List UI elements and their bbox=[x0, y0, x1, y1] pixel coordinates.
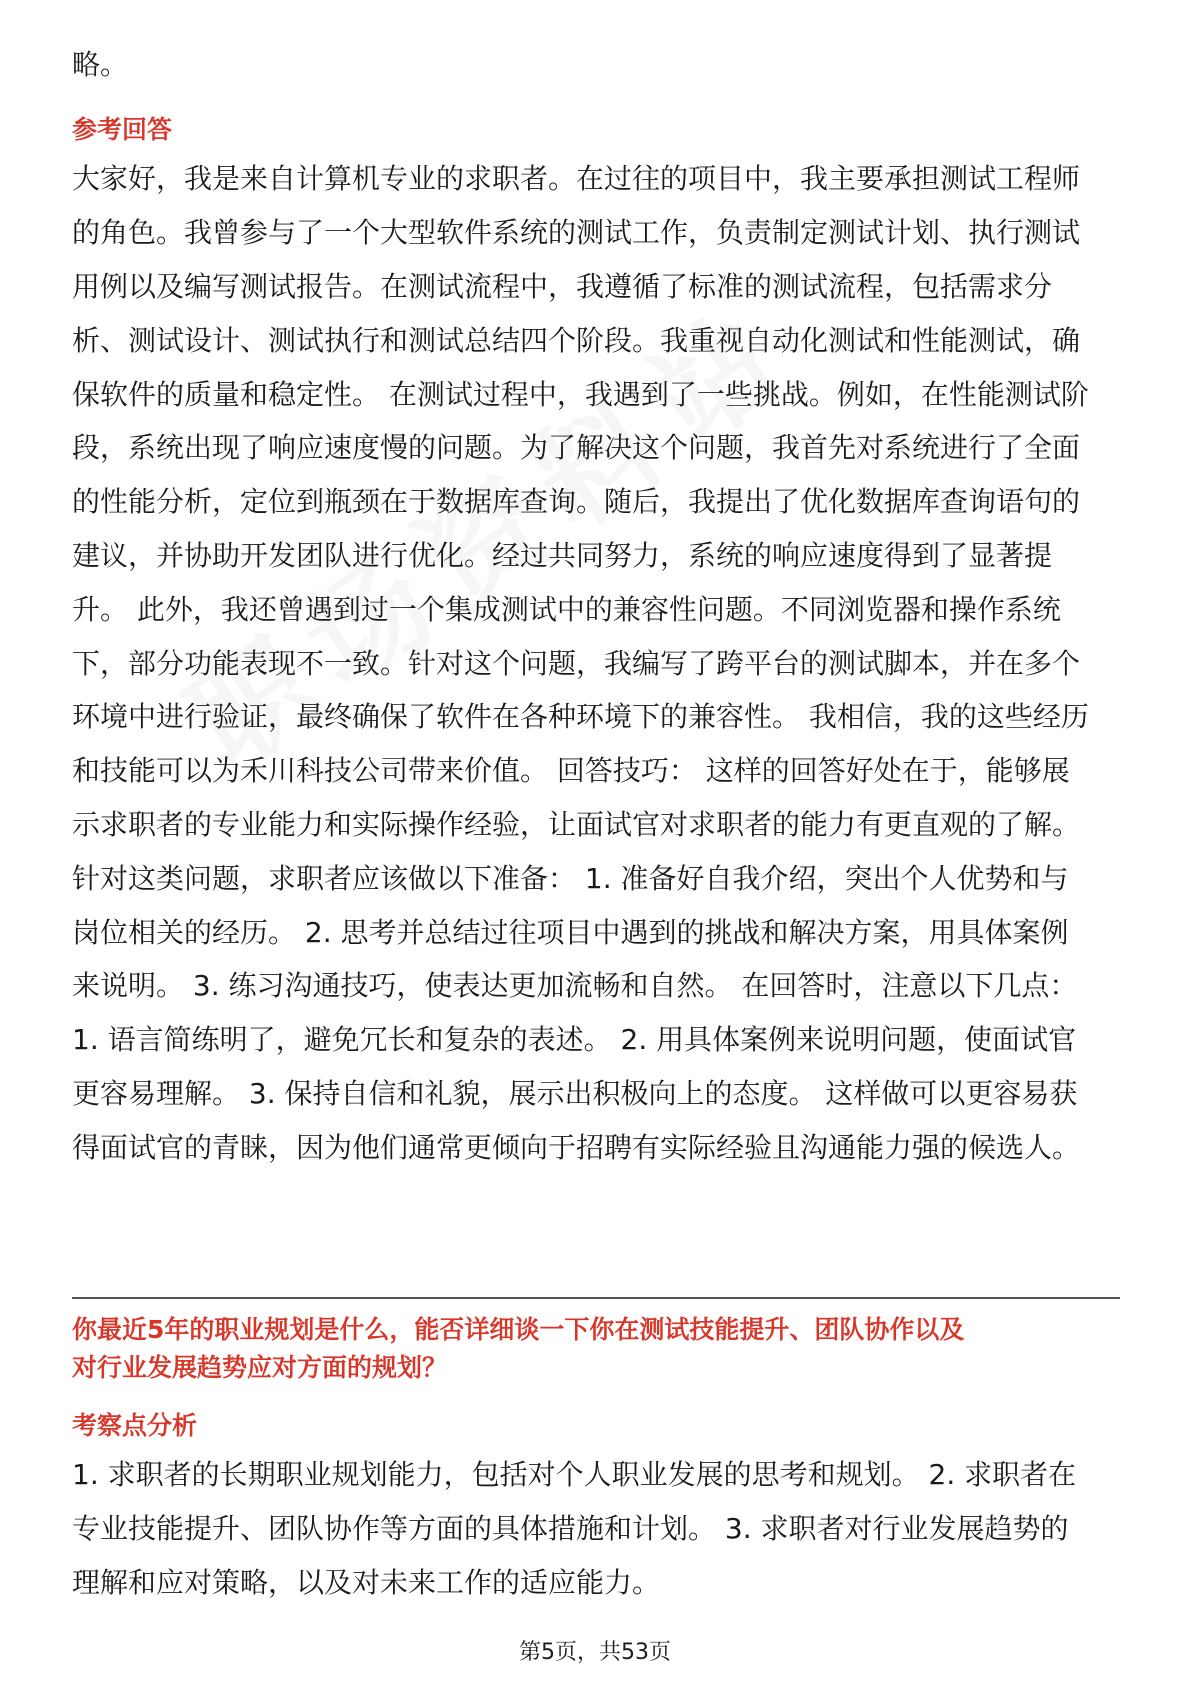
body-line: 得面试官的青睐，因为他们通常更倾向于招聘有实际经验且沟通能力强的候选人。 bbox=[72, 1131, 1081, 1164]
body-line: 升。 此外，我还曾遇到过一个集成测试中的兼容性问题。不同浏览器和操作系统 bbox=[72, 593, 1061, 626]
body-line: 大家好，我是来自计算机专业的求职者。在过往的项目中，我主要承担测试工程师 bbox=[72, 162, 1081, 195]
body-line: 建议，并协助开发团队进行优化。经过共同努力，系统的响应速度得到了显著提 bbox=[72, 539, 1053, 572]
top-fragment: 略。 bbox=[72, 48, 129, 81]
body-line: 段，系统出现了响应速度慢的问题。为了解决这个问题，我首先对系统进行了全面 bbox=[72, 431, 1081, 464]
body-line: 来说明。 3. 练习沟通技巧，使表达更加流畅和自然。 在回答时，注意以下几点： bbox=[72, 969, 1078, 1002]
body-line: 的角色。我曾参与了一个大型软件系统的测试工作，负责制定测试计划、执行测试 bbox=[72, 216, 1081, 249]
question-line: 你最近5年的职业规划是什么，能否详细谈一下你在测试技能提升、团队协作以及 bbox=[72, 1315, 965, 1344]
question-line: 对行业发展趋势应对方面的规划？ bbox=[72, 1353, 448, 1382]
body-line: 环境中进行验证，最终确保了软件在各种环境下的兼容性。 我相信，我的这些经历 bbox=[72, 700, 1089, 733]
body-line: 专业技能提升、团队协作等方面的具体措施和计划。 3. 求职者对行业发展趋势的 bbox=[72, 1512, 1069, 1545]
page-number: 第5页，共53页 bbox=[519, 1640, 671, 1665]
body-line: 和技能可以为禾川科技公司带来价值。 回答技巧： 这样的回答好处在于，能够展 bbox=[72, 754, 1070, 787]
body-line: 1. 语言简练明了，避免冗长和复杂的表述。 2. 用具体案例来说明问题，使面试官 bbox=[72, 1023, 1077, 1056]
body-line: 用例以及编写测试报告。在测试流程中，我遵循了标准的测试流程，包括需求分 bbox=[72, 270, 1053, 303]
body-line: 岗位相关的经历。 2. 思考并总结过往项目中遇到的挑战和解决方案，用具体案例 bbox=[72, 916, 1069, 949]
body-line: 理解和应对策略，以及对未来工作的适应能力。 bbox=[72, 1566, 661, 1599]
section-divider bbox=[72, 1297, 1120, 1299]
section-heading-reference-answer: 参考回答 bbox=[72, 115, 173, 144]
body-line: 示求职者的专业能力和实际操作经验，让面试官对求职者的能力有更直观的了解。 bbox=[72, 808, 1081, 841]
body-line: 下，部分功能表现不一致。针对这个问题，我编写了跨平台的测试脚本，并在多个 bbox=[72, 647, 1081, 680]
body-line: 更容易理解。 3. 保持自信和礼貌，展示出积极向上的态度。 这样做可以更容易获 bbox=[72, 1077, 1078, 1110]
body-line: 针对这类问题，求职者应该做以下准备： 1. 准备好自我介绍，突出个人优势和与 bbox=[72, 862, 1069, 895]
body-line: 1. 求职者的长期职业规划能力，包括对个人职业发展的思考和规划。 2. 求职者在 bbox=[72, 1458, 1077, 1491]
body-line: 的性能分析，定位到瓶颈在于数据库查询。随后，我提出了优化数据库查询语句的 bbox=[72, 485, 1081, 518]
body-line: 保软件的质量和稳定性。 在测试过程中，我遇到了一些挑战。例如，在性能测试阶 bbox=[72, 378, 1089, 411]
body-line: 析、测试设计、测试执行和测试总结四个阶段。我重视自动化测试和性能测试，确 bbox=[72, 324, 1081, 357]
section-heading-analysis: 考察点分析 bbox=[72, 1411, 198, 1440]
